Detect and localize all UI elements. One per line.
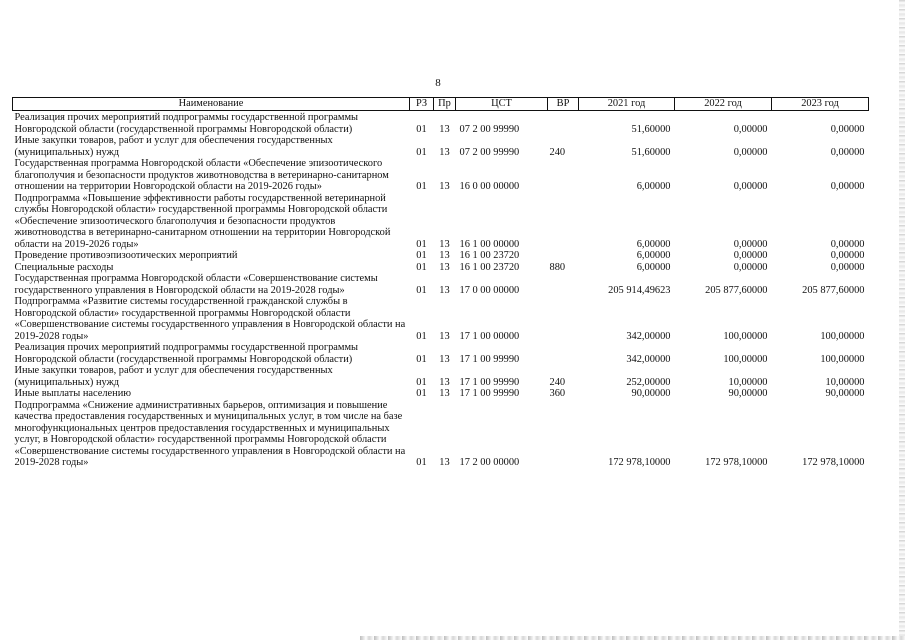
row-2023: 0,00000 bbox=[830, 261, 865, 273]
row-vr bbox=[548, 273, 579, 296]
row-cst: 17 0 00 00000 bbox=[459, 284, 520, 296]
table-row bbox=[13, 250, 869, 262]
row-name: Иные выплаты населению bbox=[14, 388, 132, 399]
row-cst: 17 2 00 00000 bbox=[459, 457, 520, 468]
row-2022: 0,00000 bbox=[733, 123, 768, 135]
row-cst: 07 2 00 99990 bbox=[459, 123, 520, 135]
row-2021: 6,00000 bbox=[636, 181, 671, 192]
row-name: Реализация прочих мероприятий подпрограммы государственной программы Новгородской области (государственной программы Новгородской области) bbox=[14, 112, 359, 135]
row-pr: 13 bbox=[439, 146, 450, 158]
row-pr: 13 bbox=[439, 353, 450, 365]
row-2021: 90,00000 bbox=[631, 388, 671, 399]
row-rz: 01 bbox=[416, 376, 427, 388]
row-2023: 0,00000 bbox=[830, 146, 865, 158]
row-2022: 205 877,60000 bbox=[705, 284, 768, 296]
row-rz: 01 bbox=[416, 261, 427, 273]
row-2023: 205 877,60000 bbox=[802, 284, 865, 296]
row-2022: 0,00000 bbox=[733, 250, 768, 261]
row-vr bbox=[548, 342, 579, 365]
row-pr: 13 bbox=[439, 330, 450, 342]
row-2021: 6,00000 bbox=[636, 261, 671, 273]
row-rz: 01 bbox=[416, 388, 427, 399]
row-2021: 51,60000 bbox=[631, 146, 671, 158]
row-name: Иные закупки товаров, работ и услуг для обеспечения государственных (муниципальных) нужд bbox=[14, 135, 333, 158]
header-pr: Пр bbox=[434, 98, 456, 111]
row-vr: 880 bbox=[549, 261, 566, 273]
row-vr bbox=[548, 296, 579, 342]
row-rz: 01 bbox=[416, 284, 427, 296]
row-cst: 17 1 00 99990 bbox=[459, 376, 520, 388]
row-cst: 16 1 00 23720 bbox=[459, 250, 520, 261]
row-2021: 342,00000 bbox=[626, 353, 671, 365]
row-2023: 0,00000 bbox=[830, 250, 865, 261]
row-cst: 16 0 00 00000 bbox=[459, 181, 520, 192]
row-2021: 51,60000 bbox=[631, 123, 671, 135]
row-2021: 342,00000 bbox=[626, 330, 671, 342]
row-2023: 172 978,10000 bbox=[802, 457, 865, 468]
row-name: Государственная программа Новгородской области «Совершенствование системы государственного управления в Новгородской области на 2019-2028 годы» bbox=[14, 273, 378, 296]
row-name: Подпрограмма «Повышение эффективности работы государственной ветеринарной службы Новгородской области» государственной программы Новгородской области «Обеспечение эпизоотического благополучия и безопасности продуктов животноводства в ветеринарно-санитарном отношении на территории Новгородской области на 2019-2026 годы» bbox=[14, 192, 391, 250]
row-2021: 6,00000 bbox=[636, 238, 671, 250]
row-name: Проведение противоэпизоотических мероприятий bbox=[14, 250, 238, 261]
table-row bbox=[13, 296, 869, 342]
row-2023: 100,00000 bbox=[820, 353, 865, 365]
row-vr bbox=[548, 158, 579, 193]
table-body bbox=[13, 111, 869, 469]
row-vr: 360 bbox=[549, 388, 566, 399]
table-row bbox=[13, 342, 869, 365]
row-cst: 16 1 00 00000 bbox=[459, 238, 520, 250]
row-rz: 01 bbox=[416, 146, 427, 158]
row-rz: 01 bbox=[416, 238, 427, 250]
row-name: Подпрограмма «Снижение административных барьеров, оптимизация и повышение качества предоставления государственных и муниципальных услуг, в том числе на базе многофункциональных центров предоставления государственных и муниципальных услуг, в Новгородской области» государственной программы Новгородской области «Совершенствование системы государственного управления в Новгородской области на 2019-2028 годы» bbox=[14, 399, 406, 468]
header-2023: 2023 год bbox=[772, 98, 869, 111]
row-cst: 16 1 00 23720 bbox=[459, 261, 520, 273]
row-2022: 0,00000 bbox=[733, 261, 768, 273]
row-2021: 252,00000 bbox=[626, 376, 671, 388]
table-row bbox=[13, 400, 869, 469]
table-row bbox=[13, 388, 869, 400]
row-cst: 17 1 00 99990 bbox=[459, 353, 520, 365]
row-2021: 6,00000 bbox=[636, 250, 671, 261]
row-cst: 07 2 00 99990 bbox=[459, 146, 520, 158]
row-vr bbox=[548, 400, 579, 469]
row-2021: 205 914,49623 bbox=[608, 284, 671, 296]
table-row bbox=[13, 111, 869, 136]
row-pr: 13 bbox=[439, 261, 450, 273]
row-vr bbox=[548, 193, 579, 251]
page-number: 8 bbox=[435, 77, 441, 89]
budget-table bbox=[12, 97, 869, 469]
header-name: Наименование bbox=[13, 98, 410, 111]
row-cst: 17 1 00 00000 bbox=[459, 330, 520, 342]
row-2022: 0,00000 bbox=[733, 146, 768, 158]
header-vr: ВР bbox=[548, 98, 579, 111]
row-pr: 13 bbox=[439, 123, 450, 135]
row-pr: 13 bbox=[439, 388, 450, 399]
row-pr: 13 bbox=[439, 284, 450, 296]
row-vr bbox=[548, 250, 579, 262]
row-2022: 0,00000 bbox=[733, 181, 768, 192]
row-pr: 13 bbox=[439, 457, 450, 468]
row-2022: 100,00000 bbox=[723, 330, 768, 342]
row-rz: 01 bbox=[416, 353, 427, 365]
row-vr: 240 bbox=[549, 376, 566, 388]
scan-edge-right bbox=[899, 0, 905, 640]
row-name: Подпрограмма «Развитие системы государственной гражданской службы в Новгородской области» государственной программы Новгородской области «Совершенствование системы государственного управления в Новгородской области на 2019-2028 годы» bbox=[14, 296, 406, 342]
row-name: Иные закупки товаров, работ и услуг для обеспечения государственных (муниципальных) нужд bbox=[14, 365, 333, 388]
table-row bbox=[13, 273, 869, 296]
row-rz: 01 bbox=[416, 330, 427, 342]
row-rz: 01 bbox=[416, 457, 427, 468]
table-row bbox=[13, 135, 869, 158]
row-pr: 13 bbox=[439, 238, 450, 250]
header-rz: РЗ bbox=[410, 98, 434, 111]
row-name: Реализация прочих мероприятий подпрограммы государственной программы Новгородской области (государственной программы Новгородской области) bbox=[14, 342, 359, 365]
row-rz: 01 bbox=[416, 123, 427, 135]
row-2022: 172 978,10000 bbox=[705, 457, 768, 468]
table-row bbox=[13, 262, 869, 274]
table-row bbox=[13, 193, 869, 251]
row-2023: 90,00000 bbox=[825, 388, 865, 399]
row-2022: 100,00000 bbox=[723, 353, 768, 365]
table-row bbox=[13, 365, 869, 388]
scan-edge-bottom bbox=[360, 636, 905, 640]
table-header bbox=[13, 98, 869, 111]
row-2023: 0,00000 bbox=[830, 238, 865, 250]
row-pr: 13 bbox=[439, 376, 450, 388]
row-name: Государственная программа Новгородской области «Обеспечение эпизоотического благополучия и безопасности продуктов животноводства в ветеринарно-санитарном отношении на территории Новгородской области на 2019-2026 годы» bbox=[14, 158, 389, 192]
header-cst: ЦСТ bbox=[456, 98, 548, 111]
row-rz: 01 bbox=[416, 250, 427, 261]
row-rz: 01 bbox=[416, 181, 427, 192]
row-2022: 10,00000 bbox=[728, 376, 768, 388]
header-2022: 2022 год bbox=[675, 98, 772, 111]
row-2023: 0,00000 bbox=[830, 123, 865, 135]
row-pr: 13 bbox=[439, 250, 450, 261]
row-vr: 240 bbox=[549, 146, 566, 158]
row-name: Специальные расходы bbox=[14, 261, 114, 273]
row-vr bbox=[548, 111, 579, 136]
row-2023: 100,00000 bbox=[820, 330, 865, 342]
row-2022: 0,00000 bbox=[733, 238, 768, 250]
row-2021: 172 978,10000 bbox=[608, 457, 671, 468]
table-row bbox=[13, 158, 869, 193]
row-2023: 0,00000 bbox=[830, 181, 865, 192]
row-pr: 13 bbox=[439, 181, 450, 192]
header-2021: 2021 год bbox=[579, 98, 675, 111]
row-cst: 17 1 00 99990 bbox=[459, 388, 520, 399]
row-2023: 10,00000 bbox=[825, 376, 865, 388]
row-2022: 90,00000 bbox=[728, 388, 768, 399]
